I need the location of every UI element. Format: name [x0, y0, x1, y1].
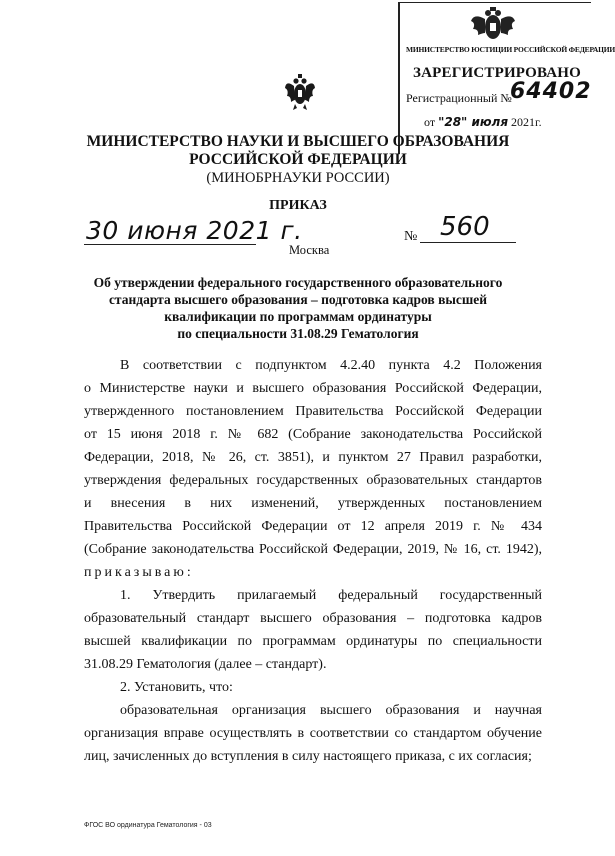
text-line: 31.08.29 Гематология (далее – стандарт).	[84, 657, 327, 672]
coat-of-arms-icon	[285, 72, 315, 117]
eagle-emblem-icon	[470, 7, 516, 50]
text-line: 1. Утвердить прилагаемый федеральный государственный	[120, 588, 542, 603]
text-line: лиц, зачисленных до вступления в силу настоящего приказа, с их согласия;	[84, 749, 532, 764]
order-date-underline	[84, 244, 256, 245]
item-2-subparagraph	[84, 699, 542, 768]
item-1-paragraph	[84, 584, 542, 676]
ministry-short-name: (МИНОБРНАУКИ РОССИИ)	[206, 170, 390, 186]
item-2-paragraph	[84, 676, 542, 699]
order-word: приказываю:	[84, 565, 194, 580]
order-number-underline	[420, 242, 516, 243]
order-title-line: квалификации по программам ординатуры	[164, 309, 432, 324]
text-line: о Министерстве науки и высшего образования Российской Федерации,	[84, 381, 542, 396]
ministry-name-line2: РОССИЙСКОЙ ФЕДЕРАЦИИ	[189, 151, 407, 168]
page-footer: ФГОС ВО ординатура Гематология - 03	[84, 822, 212, 829]
order-number-handwritten: 560	[440, 212, 490, 242]
text-line: 2. Установить, что:	[120, 680, 233, 695]
document-type-heading: ПРИКАЗ	[269, 198, 327, 213]
order-city: Москва	[289, 243, 330, 257]
text-line: образовательный стандарт высшего образования – подготовка кадров	[84, 611, 542, 626]
stamp-reg-label: Регистрационный №	[406, 91, 512, 105]
order-title	[40, 274, 556, 342]
order-date-handwritten: 30 июня 2021 г.	[86, 216, 303, 245]
stamp-registration-number	[406, 79, 592, 106]
text-line: утвержденного постановлением Правительства Российской Федерации	[84, 404, 542, 419]
preamble-paragraph	[84, 354, 542, 584]
stamp-date-year: 2021г.	[511, 115, 542, 129]
text-line: и внесения в них изменений, утвержденных постановлением	[84, 496, 542, 511]
stamp-reg-number-handwritten: 64402	[510, 79, 592, 104]
stamp-registration-date	[424, 115, 542, 130]
order-title-line: Об утверждении федерального государственного образовательного	[93, 275, 503, 290]
text-line: Федерации, 2018, № 26, ст. 3851), и пунктом 27 Правил разработки,	[84, 450, 542, 465]
stamp-ministry-name: МИНИСТЕРСТВО ЮСТИЦИИ РОССИЙСКОЙ ФЕДЕРАЦИИ	[406, 45, 615, 54]
stamp-date-prefix: от	[424, 115, 436, 129]
order-title-line: стандарта высшего образования – подготовка кадров высшей	[108, 292, 488, 307]
registration-stamp	[398, 2, 615, 154]
text-line: (Собрание законодательства Российской Федерации, 2019, № 16, ст. 1942),	[84, 542, 542, 557]
text-line: высшей квалификации по программам ординатуры по специальности	[84, 634, 542, 649]
ministry-name-line1: МИНИСТЕРСТВО НАУКИ И ВЫСШЕГО ОБРАЗОВАНИЯ	[86, 133, 510, 150]
stamp-registered-label: ЗАРЕГИСТРИРОВАНО	[413, 65, 581, 81]
text-line: от 15 июня 2018 г. № 682 (Собрание законодательства Российской	[84, 427, 542, 442]
text-line: образовательная организация высшего образования и научная	[120, 703, 542, 718]
text-line: В соответствии с подпунктом 4.2.40 пункта 4.2 Положения	[120, 358, 542, 373]
text-line: организация вправе осуществлять в соответствии со стандартом обучение	[84, 726, 542, 741]
text-line: утверждения федеральных государственных образовательных стандартов	[84, 473, 542, 488]
text-line: Правительства Российской Федерации от 12 апреля 2019 г. № 434	[84, 519, 542, 534]
order-body	[84, 354, 542, 768]
order-title-line: по специальности 31.08.29 Гематология	[177, 326, 419, 341]
stamp-date-handwritten: "28" июля	[438, 115, 509, 129]
order-number-label: №	[404, 229, 418, 244]
